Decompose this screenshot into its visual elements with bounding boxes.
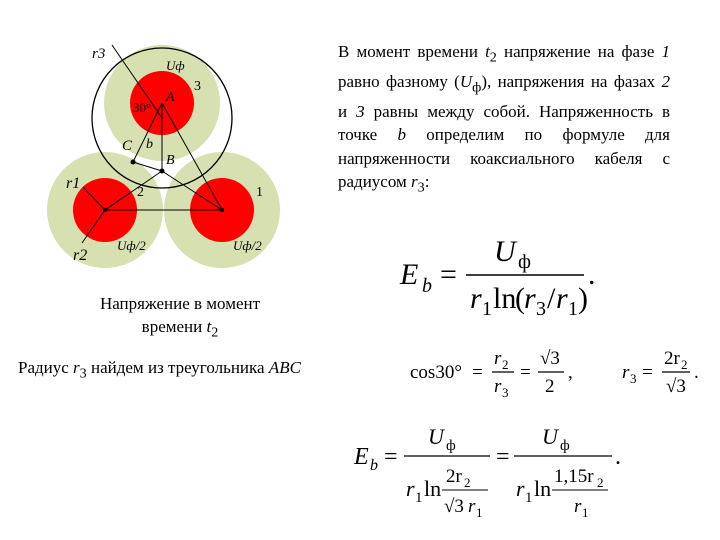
label-point-a: A bbox=[166, 90, 175, 105]
eb2-r1-inner-b-sub: 1 bbox=[582, 505, 589, 520]
r3-r: r bbox=[622, 362, 630, 383]
eb-r1: r bbox=[470, 282, 482, 315]
para-text: : bbox=[424, 172, 430, 192]
para-phase-1: 1 bbox=[661, 42, 670, 61]
point-b bbox=[160, 169, 165, 174]
para-text: и bbox=[338, 101, 357, 121]
eb-r1-sub: 1 bbox=[482, 298, 492, 318]
caption-t-sub: 2 bbox=[211, 324, 219, 341]
para-text: напряжение на фазе bbox=[496, 42, 662, 61]
caption-t: t bbox=[206, 317, 212, 336]
cos-label: cos30° bbox=[410, 362, 462, 383]
eb2-equals-2: = bbox=[496, 444, 510, 470]
eb2-coef: 1,15r bbox=[554, 466, 594, 487]
eb2-r1-sub: 1 bbox=[415, 490, 423, 506]
eb-dot: . bbox=[588, 258, 596, 291]
point-center-2 bbox=[103, 208, 107, 212]
formula-eb-expanded bbox=[350, 420, 630, 532]
label-uf-left: Uф/2 bbox=[117, 238, 146, 253]
eb2-r1: r bbox=[406, 476, 415, 501]
eb2-equals-1: = bbox=[384, 444, 398, 470]
eb-r3: r bbox=[524, 282, 536, 315]
para-text: В момент времени bbox=[338, 42, 486, 61]
eb2-ln-2: ln bbox=[534, 476, 552, 501]
label-point-b-big: B bbox=[166, 153, 175, 168]
cos-r2: r bbox=[494, 348, 502, 369]
eb-u-sub: ф bbox=[518, 251, 531, 273]
para-phase-3: 3 bbox=[356, 101, 365, 121]
eb2-ln-1: ln bbox=[424, 476, 442, 501]
label-uf-right: Uф/2 bbox=[233, 238, 262, 253]
label-r1: r1 bbox=[66, 175, 81, 192]
eb2-coef-sub: 2 bbox=[597, 475, 604, 490]
formula-r3 bbox=[620, 342, 710, 402]
radius-abc: ABC bbox=[268, 358, 301, 377]
eb2-e: E bbox=[354, 444, 369, 470]
eb-e: E bbox=[400, 258, 419, 291]
eb2-u-sub-2: ф bbox=[560, 438, 570, 454]
eb-ln: ln bbox=[493, 282, 517, 315]
radius-r-sub: 3 bbox=[79, 365, 87, 382]
eb-lparen: ( bbox=[515, 282, 525, 315]
para-b: b bbox=[397, 125, 406, 145]
para-phase-2: 2 bbox=[661, 71, 671, 91]
label-point-b-small: b bbox=[146, 137, 153, 152]
caption-text: времени bbox=[141, 317, 207, 336]
label-phase-1: 1 bbox=[256, 185, 263, 200]
cos-r3: r bbox=[494, 376, 502, 397]
cos-comma: , bbox=[568, 362, 573, 383]
eb2-r1-inner: r bbox=[468, 496, 476, 517]
eb2-sqrt3: √3 bbox=[444, 496, 464, 517]
label-point-c: C bbox=[122, 138, 133, 154]
eb-slash: / bbox=[547, 282, 556, 315]
para-text: определим по формуле для напряженности коаксиального кабеля с радиусом bbox=[338, 125, 670, 192]
label-phase-2: 2 bbox=[137, 185, 144, 200]
eb2-dot: . bbox=[615, 444, 621, 470]
point-c bbox=[131, 160, 136, 165]
para-r: r bbox=[411, 172, 418, 192]
radius-text: Радиус bbox=[18, 358, 74, 377]
caption-line-1: Напряжение в момент bbox=[99, 294, 261, 313]
para-text: ), напряжения на фазах bbox=[481, 71, 662, 91]
radius-sentence bbox=[18, 358, 301, 382]
label-r2: r2 bbox=[73, 247, 88, 264]
eb-r3-sub: 3 bbox=[536, 298, 546, 318]
cos-equals-2: = bbox=[520, 362, 531, 383]
r3-sub: 3 bbox=[630, 371, 637, 386]
para-t-sub: 2 bbox=[489, 49, 497, 66]
eb2-r1-b-sub: 1 bbox=[525, 490, 533, 506]
eb2-two-r-sub: 2 bbox=[464, 475, 471, 490]
eb-u: U bbox=[494, 235, 516, 268]
diagram-caption bbox=[60, 292, 300, 344]
label-phase-3: 3 bbox=[194, 79, 201, 94]
cos-sqrt3: √3 bbox=[540, 348, 560, 369]
eb-rparen: ) bbox=[578, 282, 588, 315]
para-u-sub: ф bbox=[472, 79, 482, 96]
eb-sub: b bbox=[422, 275, 432, 297]
label-angle: 30° bbox=[133, 100, 152, 115]
eb-r1b: r bbox=[556, 282, 568, 315]
cos-r3-sub: 3 bbox=[502, 385, 509, 400]
point-center-1 bbox=[220, 208, 224, 212]
cos-two: 2 bbox=[545, 376, 555, 397]
r3-dot: . bbox=[694, 362, 699, 383]
eb2-u-sub-1: ф bbox=[446, 438, 456, 454]
formula-eb bbox=[398, 228, 598, 318]
eb2-r1-b: r bbox=[516, 476, 525, 501]
radius-text: найдем из треугольника bbox=[86, 358, 269, 377]
para-text: равно фазному ( bbox=[338, 71, 460, 91]
eb-equals: = bbox=[440, 258, 457, 291]
cos-r2-sub: 2 bbox=[502, 357, 509, 372]
eb2-sub: b bbox=[370, 457, 378, 474]
formula-cos30 bbox=[408, 342, 598, 402]
label-uf-top: Uф bbox=[166, 58, 185, 73]
para-t: t bbox=[485, 42, 490, 61]
radius-r: r bbox=[73, 358, 80, 377]
r3-two-r: 2r bbox=[664, 348, 680, 369]
para-r-sub: 3 bbox=[417, 179, 425, 196]
r3-equals: = bbox=[642, 362, 653, 383]
label-r3: r3 bbox=[92, 46, 106, 62]
eb2-u-2: U bbox=[542, 424, 558, 449]
eb2-u-1: U bbox=[428, 424, 444, 449]
explanation-paragraph bbox=[338, 40, 670, 200]
para-u: U bbox=[459, 71, 473, 91]
cos-equals-1: = bbox=[472, 362, 483, 383]
cable-diagram bbox=[0, 0, 330, 300]
r3-two-r-sub: 2 bbox=[681, 357, 688, 372]
eb2-two-r: 2r bbox=[446, 466, 462, 487]
caption-line-2 bbox=[60, 315, 300, 344]
eb2-r1-inner-b: r bbox=[574, 496, 582, 517]
eb-r1b-sub: 1 bbox=[568, 298, 578, 318]
r3-sqrt3: √3 bbox=[666, 376, 686, 397]
eb2-r1-inner-sub: 1 bbox=[476, 505, 483, 520]
para-text: равны между собой. Напряженность в точке bbox=[338, 101, 670, 145]
